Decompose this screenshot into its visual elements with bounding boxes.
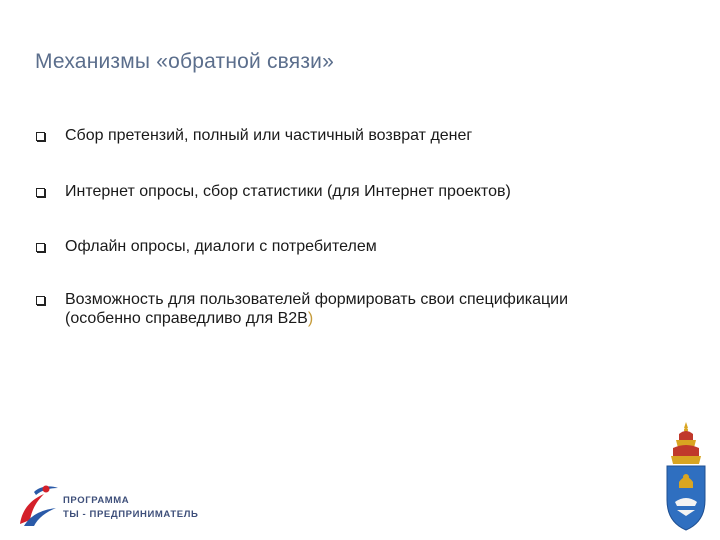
bullet-item-1	[36, 126, 472, 145]
checkbox-bullet-icon	[36, 188, 45, 197]
bullet-item-3	[36, 237, 377, 256]
bullet-text: Офлайн опросы, диалоги с потребителем	[65, 238, 377, 255]
logo-line-2: ТЫ - ПРЕДПРИНИМАТЕЛЬ	[63, 509, 199, 520]
bullet-item-4	[36, 290, 568, 328]
bullet-text: Сбор претензий, полный или частичный возврат денег	[65, 127, 473, 144]
bullet-item-2	[36, 182, 511, 201]
slide-title: Механизмы «обратной связи»	[35, 50, 334, 73]
bullet-text-line-2-main: (особенно справедливо для B2B	[65, 310, 308, 327]
program-logo	[16, 482, 206, 528]
checkbox-bullet-icon	[36, 132, 45, 141]
bullet-text-line-2	[65, 309, 568, 328]
coat-of-arms-icon	[661, 422, 711, 534]
closing-paren: )	[307, 310, 314, 327]
swoosh-figure-icon	[16, 482, 60, 528]
bullet-text: Интернет опросы, сбор статистики (для Интернет проектов)	[65, 183, 511, 200]
checkbox-bullet-icon	[36, 296, 45, 305]
logo-line-1: ПРОГРАММА	[63, 495, 130, 506]
checkbox-bullet-icon	[36, 243, 45, 252]
bullet-text-line-1: Возможность для пользователей формировать свои спецификации	[65, 291, 569, 308]
